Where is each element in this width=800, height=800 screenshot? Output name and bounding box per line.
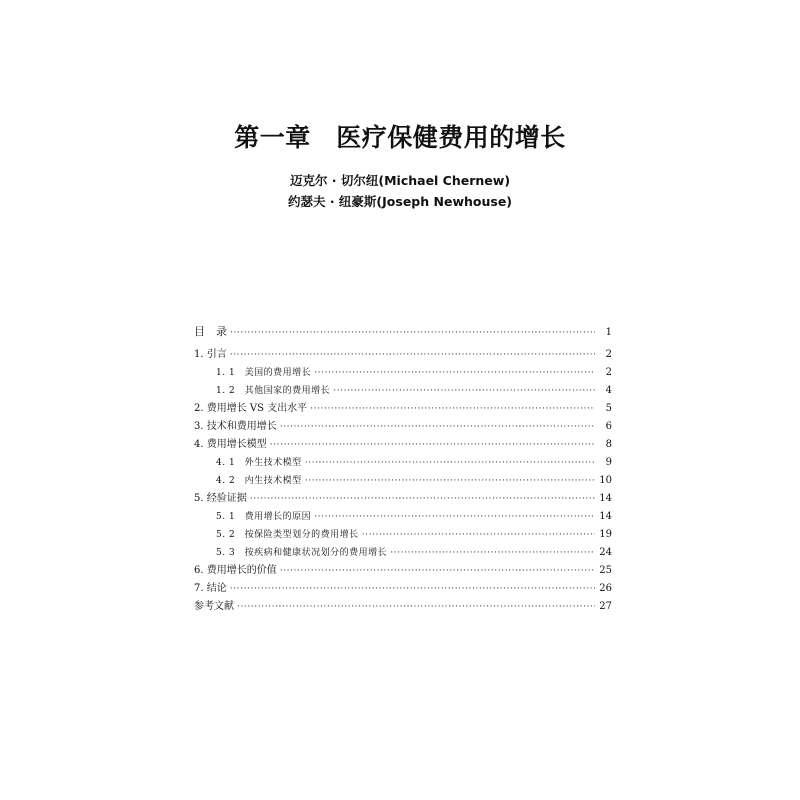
toc-leader	[230, 346, 595, 364]
toc-leader	[362, 526, 595, 544]
toc-entry	[194, 544, 612, 562]
toc-entry	[194, 580, 612, 598]
toc-leader	[280, 418, 595, 436]
toc-entries	[194, 346, 612, 616]
toc-entry	[194, 364, 612, 382]
toc-leader	[314, 508, 595, 526]
toc-leader	[390, 544, 595, 562]
author-2: 约瑟夫 · 纽豪斯(Joseph Newhouse)	[287, 194, 513, 209]
toc-page-number: 10	[599, 475, 612, 486]
toc-entry	[194, 400, 612, 418]
toc-leader	[270, 436, 595, 454]
toc-entry	[194, 346, 612, 364]
toc-leader	[230, 580, 595, 598]
toc-page-number: 2	[605, 349, 612, 360]
toc-page-number: 25	[599, 565, 612, 576]
toc-leader	[333, 382, 595, 400]
toc-entry-label: 7. 结论	[194, 583, 227, 594]
toc-entry	[194, 454, 612, 472]
toc-leader	[280, 562, 595, 580]
toc-page-number: 24	[599, 547, 612, 558]
toc-page-number: 27	[599, 601, 612, 612]
toc-entry-label: 1. 2 其他国家的费用增长	[216, 386, 331, 396]
toc-heading-label: 目 录	[194, 325, 227, 338]
toc-entry-label: 3. 技术和费用增长	[194, 421, 277, 432]
toc-entry	[194, 526, 612, 544]
toc-page-number: 4	[605, 385, 612, 396]
toc-leader	[305, 454, 595, 472]
toc-page-number: 8	[605, 439, 612, 450]
toc-entry-label: 4. 1 外生技术模型	[216, 458, 302, 468]
toc-entry-label: 4. 费用增长模型	[194, 439, 267, 450]
toc-entry-label: 5. 3 按疾病和健康状况划分的费用增长	[216, 548, 388, 558]
toc-entry-label: 6. 费用增长的价值	[194, 565, 277, 576]
toc-page-number: 6	[605, 421, 612, 432]
toc-page-number: 19	[599, 529, 612, 540]
toc-page-number: 26	[599, 583, 612, 594]
toc-leader	[314, 364, 595, 382]
toc-page-number: 9	[605, 457, 612, 468]
toc-page-number: 2	[605, 367, 612, 378]
toc-entry	[194, 508, 612, 526]
toc-entry-label: 1. 引言	[194, 349, 227, 360]
toc-entry-label: 1. 1 美国的费用增长	[216, 368, 312, 378]
toc-entry-label: 参考文献	[194, 601, 234, 612]
toc-entry	[194, 472, 612, 490]
toc-entry-label: 5. 1 费用增长的原因	[216, 512, 312, 522]
toc-heading	[194, 322, 612, 342]
toc-entry	[194, 598, 612, 616]
toc-entry	[194, 436, 612, 454]
toc-entry-label: 5. 经验证据	[194, 493, 247, 504]
toc-leader	[230, 322, 595, 343]
toc-entry-label: 4. 2 内生技术模型	[216, 476, 302, 486]
table-of-contents	[194, 322, 612, 616]
toc-leader	[310, 400, 595, 418]
toc-entry	[194, 382, 612, 400]
toc-leader	[237, 598, 595, 616]
toc-entry	[194, 418, 612, 436]
author-1: 迈克尔 · 切尔纽(Michael Chernew)	[289, 173, 511, 188]
toc-entry-label: 5. 2 按保险类型划分的费用增长	[216, 530, 359, 540]
toc-entry	[194, 562, 612, 580]
toc-entry-label: 2. 费用增长 VS 支出水平	[194, 403, 308, 414]
toc-page-number: 5	[605, 403, 612, 414]
toc-leader	[305, 472, 595, 490]
toc-leader	[250, 490, 595, 508]
toc-entry	[194, 490, 612, 508]
toc-page-number: 14	[599, 493, 612, 504]
toc-page-number: 14	[599, 511, 612, 522]
toc-page-number: 1	[605, 327, 612, 338]
chapter-title: 第一章 医疗保健费用的增长	[234, 123, 566, 152]
